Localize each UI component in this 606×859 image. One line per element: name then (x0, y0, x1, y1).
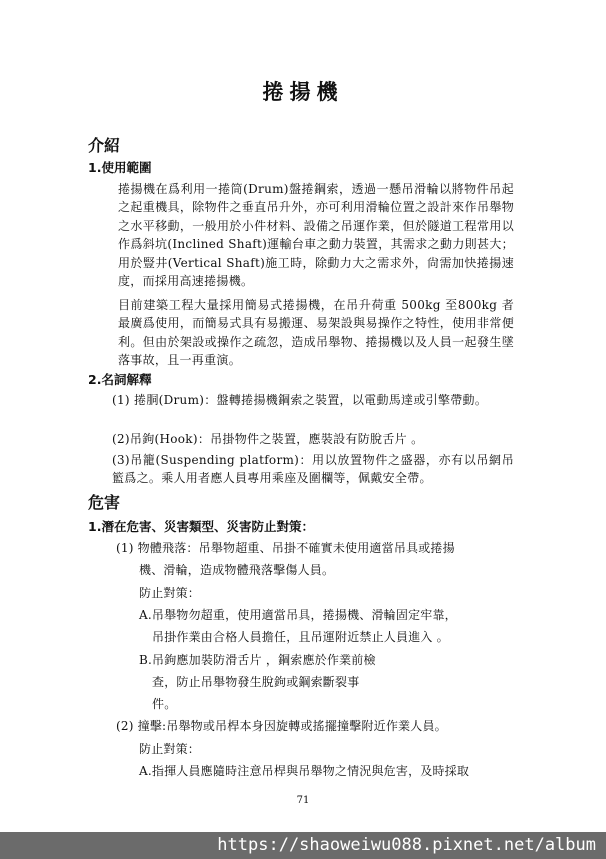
watermark-bar (0, 832, 606, 859)
hazard-line: 查，防止吊舉物發生脫鉤或鋼索斷裂事 (152, 675, 360, 689)
hazard-line: 防止對策： (139, 742, 201, 756)
hazard-line: A.指揮人員應隨時注意吊桿與吊舉物之情況與危害，及時採取 (139, 764, 470, 778)
hazard-line: 機、滑輪，造成物體飛落擊傷人員。 (139, 563, 335, 577)
section-heading-intro: 介紹 (88, 136, 121, 155)
usage-paragraph-1: 捲揚機在爲利用一捲筒(Drum)盤捲鋼索，透過一懸吊滑輪以將物件吊起之起重機具，除物件之垂直吊升外，亦可利用滑輪位置之設計來作吊舉物之水平移動，一般用於小件材料、設備之吊運作業，但於隧道工程常用以作爲斜坑(Inclined Shaft)運輸台車之動力裝置，其需求之動力則甚大；用於豎井(Vertical Shaft)施工時，除動力大之需求外，尙需加快捲揚速度，而採用高速捲揚機。 (118, 182, 514, 289)
subheading-hazard-types: 1.潛在危害、災害類型、災害防止對策： (88, 519, 314, 534)
term-item-platform: (3)吊籠(Suspending platform)：用以放置物件之盛器，亦有以吊網吊籃爲之。乘人用者應人員專用乘座及圍欄等，佩戴安全帶。 (112, 453, 514, 486)
hazard-line: 件。 (152, 697, 177, 711)
section-heading-hazard: 危害 (88, 493, 121, 512)
term-item-drum: (1) 捲胴(Drum)：盤轉捲揚機鋼索之裝置，以電動馬達或引擎帶動。 (112, 393, 488, 407)
hazard-line: B.吊鉤應加裝防滑舌片 ，鋼索應於作業前檢 (139, 653, 376, 667)
term-item-hook: (2)吊鉤(Hook)：吊掛物件之裝置，應裝設有防脫舌片 。 (112, 432, 424, 446)
subheading-usage: 1.使用範圍 (88, 160, 152, 175)
usage-paragraph-2: 目前建築工程大量採用簡易式捲揚機，在吊升荷重 500kg 至800kg 者最廣爲使用，而簡易式具有易搬運、易架設與易操作之特性，使用非常便利。但由於架設或操作之疏忽，造成吊舉物、捲揚機以及人員一起發生墜落事故，且一再重演。 (118, 298, 514, 368)
page-number: 71 (296, 795, 310, 806)
hazard-line: 吊掛作業由合格人員擔任，且吊運附近禁止人員進入 。 (152, 630, 449, 644)
page-title: 捲揚機 (262, 80, 344, 104)
hazard-line: 防止對策： (139, 586, 201, 600)
hazard-line: (1) 物體飛落：吊舉物超重、吊掛不確實未使用適當吊具或捲揚 (116, 541, 455, 555)
hazard-line: (2) 撞擊:吊舉物或吊桿本身因旋轉或搖擺撞擊附近作業人員。 (116, 719, 447, 733)
subheading-terms: 2.名詞解釋 (88, 372, 152, 387)
watermark-url: https://shaoweiwu088.pixnet.net/album (217, 835, 596, 855)
hazard-line: A.吊舉物勿超重，使用適當吊具，捲揚機、滑輪固定牢靠， (139, 608, 457, 622)
